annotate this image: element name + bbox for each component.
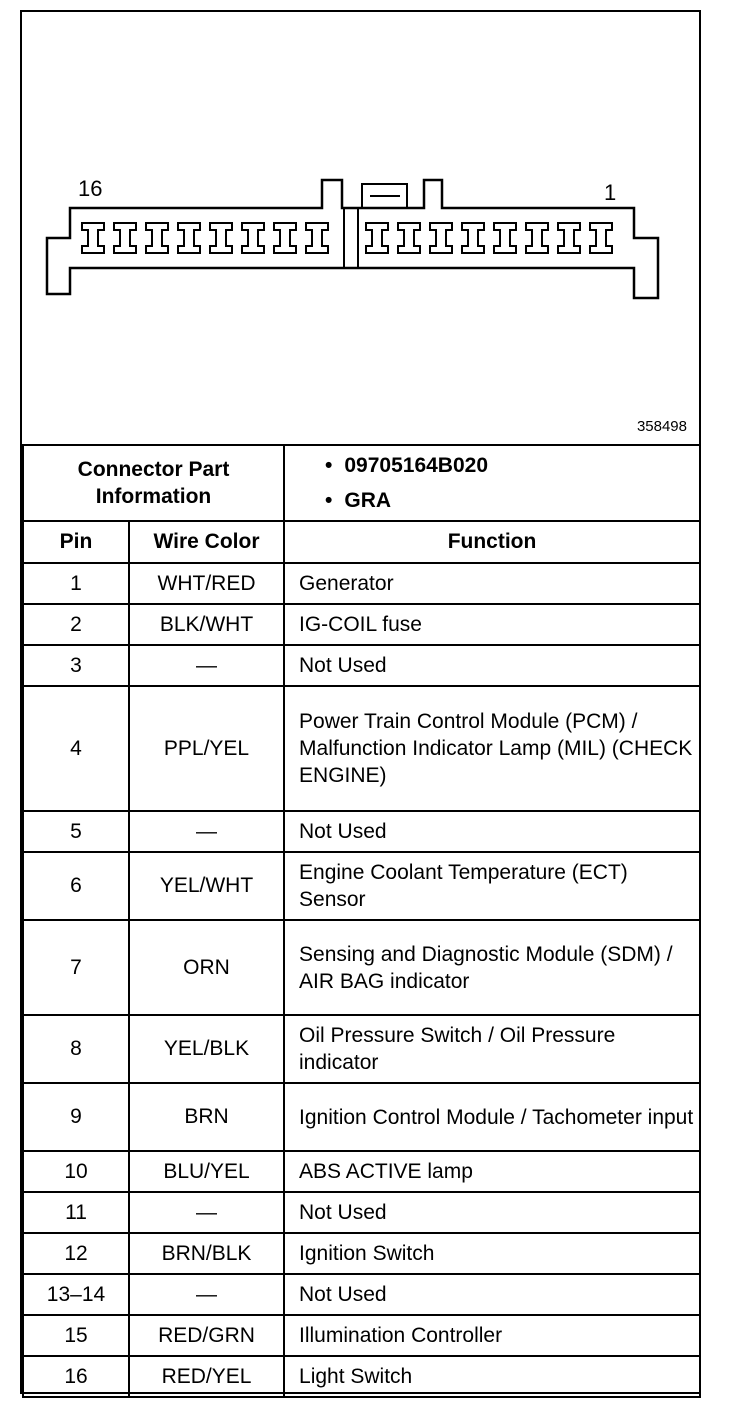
terminal-cavity xyxy=(82,223,104,253)
wire-color-cell: BRN/BLK xyxy=(129,1233,284,1274)
terminal-cavity xyxy=(114,223,136,253)
figure-id: 358498 xyxy=(636,418,687,435)
wire-color-cell: ORN xyxy=(129,920,284,1015)
wire-color-cell: PPL/YEL xyxy=(129,686,284,811)
table-row xyxy=(23,1315,700,1356)
terminal-cavity xyxy=(178,223,200,253)
pin-number-cell: 12 xyxy=(23,1233,129,1274)
terminal-cavity xyxy=(526,223,548,253)
pin-number-cell: 16 xyxy=(23,1356,129,1397)
pin-number-cell: 5 xyxy=(23,811,129,852)
table-row xyxy=(23,1274,700,1315)
wire-color-column-header: Wire Color xyxy=(129,521,284,563)
table-row xyxy=(23,920,700,1015)
wire-color-cell: — xyxy=(129,811,284,852)
connector-face-drawing xyxy=(22,12,699,444)
function-cell: Not Used xyxy=(284,1274,700,1315)
table-row xyxy=(23,811,700,852)
pin-number-cell: 7 xyxy=(23,920,129,1015)
left-pin-number: 16 xyxy=(78,176,103,201)
pinout-table xyxy=(22,444,701,1398)
pin-number-cell: 6 xyxy=(23,852,129,920)
connector-info-values xyxy=(284,445,700,521)
pin-number-cell: 11 xyxy=(23,1192,129,1233)
function-cell: IG-COIL fuse xyxy=(284,604,700,645)
connector-housing-outline xyxy=(47,180,658,298)
pin-number-cell: 1 xyxy=(23,563,129,604)
terminal-cavity xyxy=(306,223,328,253)
wire-color-cell: YEL/WHT xyxy=(129,852,284,920)
pin-number-cell: 10 xyxy=(23,1151,129,1192)
wire-color-cell: RED/GRN xyxy=(129,1315,284,1356)
function-cell: Engine Coolant Temperature (ECT) Sensor xyxy=(284,852,700,920)
pin-number-cell: 4 xyxy=(23,686,129,811)
terminal-cavity xyxy=(274,223,296,253)
terminal-cavity xyxy=(494,223,516,253)
function-cell: Oil Pressure Switch / Oil Pressure indicator xyxy=(284,1015,700,1083)
connector-info-label: Connector Part Information xyxy=(23,445,284,521)
table-row xyxy=(23,1233,700,1274)
terminal-cavities xyxy=(82,223,612,253)
function-cell: Ignition Switch xyxy=(284,1233,700,1274)
wire-color-cell: — xyxy=(129,1192,284,1233)
connector-sheet xyxy=(20,10,701,1394)
function-cell: Sensing and Diagnostic Module (SDM) / AIR BAG indicator xyxy=(284,920,700,1015)
pin-number-cell: 13–14 xyxy=(23,1274,129,1315)
table-row xyxy=(23,1192,700,1233)
function-cell: Not Used xyxy=(284,1192,700,1233)
terminal-cavity xyxy=(430,223,452,253)
wire-color-cell: YEL/BLK xyxy=(129,1015,284,1083)
terminal-cavity xyxy=(590,223,612,253)
connector-part-number: • 09705164B020 xyxy=(325,448,699,483)
function-cell: Not Used xyxy=(284,811,700,852)
pin-number-cell: 3 xyxy=(23,645,129,686)
table-row xyxy=(23,1151,700,1192)
function-cell: Light Switch xyxy=(284,1356,700,1397)
table-row xyxy=(23,645,700,686)
function-cell: ABS ACTIVE lamp xyxy=(284,1151,700,1192)
terminal-cavity xyxy=(146,223,168,253)
pin-column-header: Pin xyxy=(23,521,129,563)
pinout-rows xyxy=(23,563,700,1397)
pin-number-cell: 2 xyxy=(23,604,129,645)
pin-number-cell: 8 xyxy=(23,1015,129,1083)
wire-color-cell: BRN xyxy=(129,1083,284,1151)
wire-color-cell: — xyxy=(129,645,284,686)
pin-number-cell: 9 xyxy=(23,1083,129,1151)
table-row xyxy=(23,686,700,811)
wire-color-cell: RED/YEL xyxy=(129,1356,284,1397)
wire-color-cell: BLK/WHT xyxy=(129,604,284,645)
function-cell: Illumination Controller xyxy=(284,1315,700,1356)
terminal-cavity xyxy=(462,223,484,253)
terminal-cavity xyxy=(398,223,420,253)
table-row xyxy=(23,852,700,920)
connector-color-code: • GRA xyxy=(325,483,699,518)
wire-color-cell: BLU/YEL xyxy=(129,1151,284,1192)
table-row xyxy=(23,1083,700,1151)
connector-diagram xyxy=(22,12,699,444)
terminal-cavity xyxy=(242,223,264,253)
table-row xyxy=(23,604,700,645)
table-row xyxy=(23,1356,700,1397)
function-cell: Generator xyxy=(284,563,700,604)
table-header-row xyxy=(23,521,700,563)
pin-number-cell: 15 xyxy=(23,1315,129,1356)
wire-color-cell: WHT/RED xyxy=(129,563,284,604)
terminal-cavity xyxy=(210,223,232,253)
table-row xyxy=(23,563,700,604)
connector-info-row xyxy=(23,445,700,521)
terminal-cavity xyxy=(366,223,388,253)
table-row xyxy=(23,1015,700,1083)
function-cell: Ignition Control Module / Tachometer input xyxy=(284,1083,700,1151)
function-cell: Power Train Control Module (PCM) / Malfunction Indicator Lamp (MIL) (CHECK ENGINE) xyxy=(284,686,700,811)
function-cell: Not Used xyxy=(284,645,700,686)
wire-color-cell: — xyxy=(129,1274,284,1315)
right-pin-number: 1 xyxy=(604,180,617,205)
function-column-header: Function xyxy=(284,521,700,563)
terminal-cavity xyxy=(558,223,580,253)
